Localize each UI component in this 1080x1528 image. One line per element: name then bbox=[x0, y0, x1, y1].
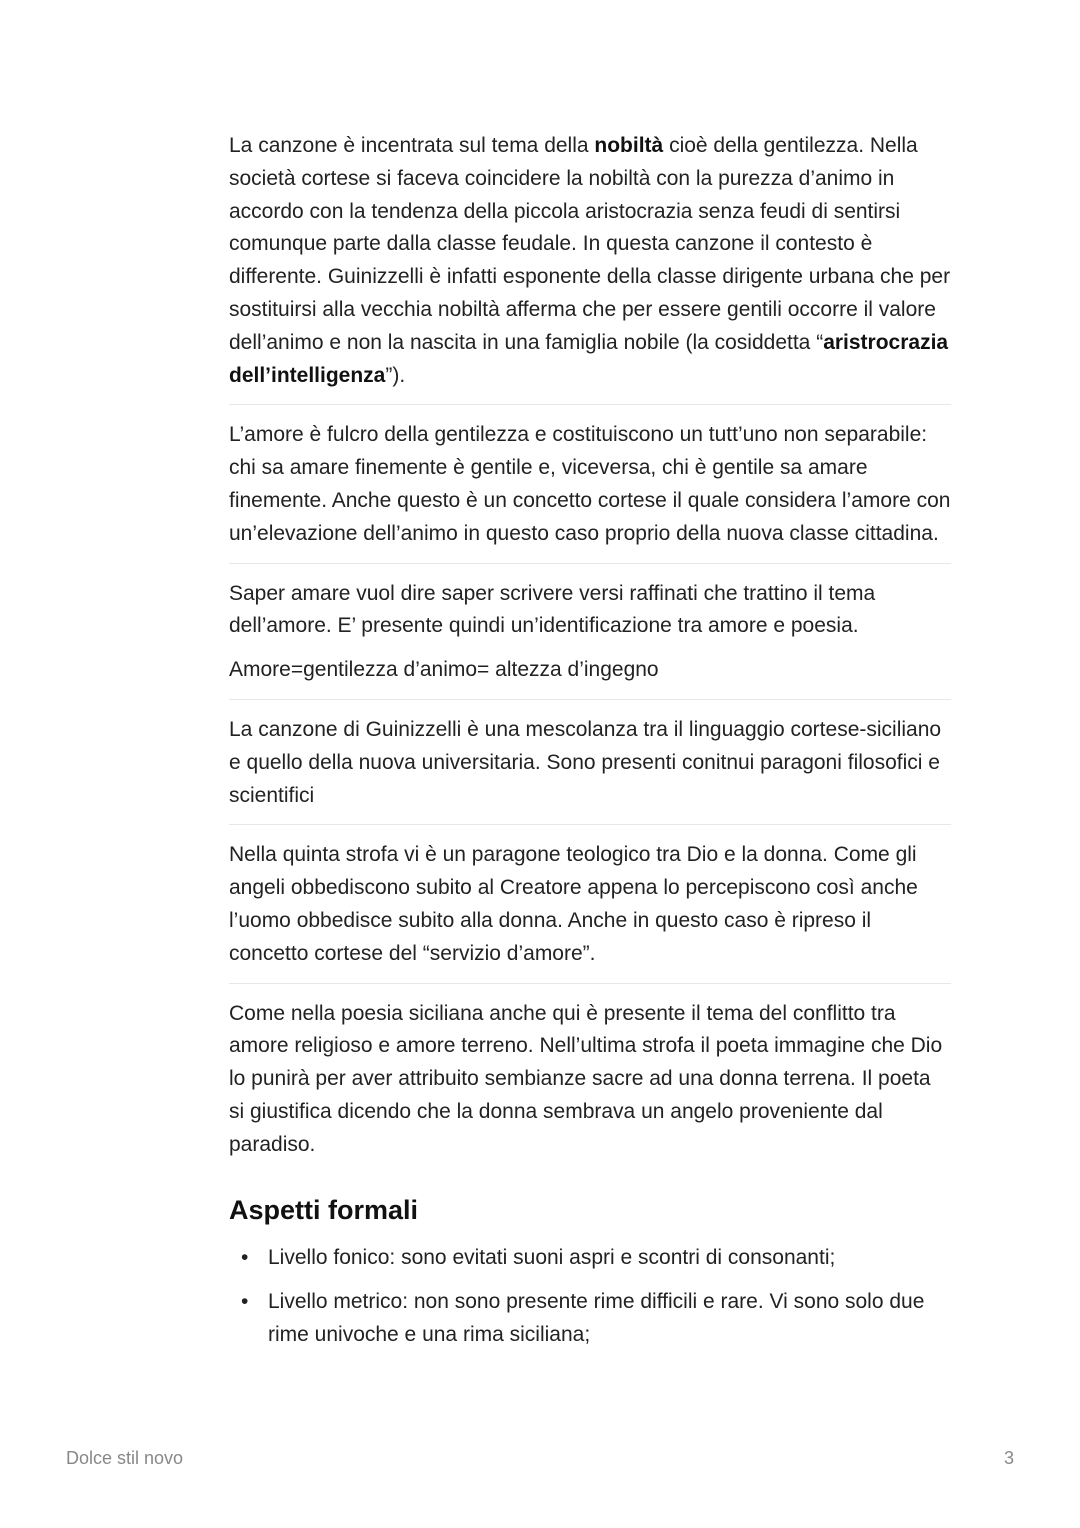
paragraph-poetry: Saper amare vuol dire saper scrivere versi raffinati che trattino il tema dell’amore. E’ presente quindi un’identificazione tra amore e poesia. bbox=[229, 581, 876, 638]
paragraph-block-conflict bbox=[229, 996, 951, 1174]
list-item bbox=[241, 1286, 951, 1352]
page-content bbox=[229, 128, 951, 1364]
list-item-text: Livello metrico: non sono presente rime difficili e rare. Vi sono solo due rime univoche e una rima siciliana; bbox=[268, 1290, 925, 1347]
bullet-icon: • bbox=[241, 1245, 249, 1269]
paragraph-love: L’amore è fulcro della gentilezza e costituiscono un tutt’uno non separabile: chi sa amare finemente è gentile e, viceversa, chi è gentile sa amare finemente. Anche questo è un concetto cortese il quale considera l’amore con un’elevazione dell’animo in questo caso proprio della nuova classe cittadina. bbox=[229, 423, 951, 545]
paragraph-block-poetry bbox=[229, 576, 951, 700]
paragraph-theology: Nella quinta strofa vi è un paragone teologico tra Dio e la donna. Come gli angeli obbediscono subito al Creatore appena lo percepiscono così anche l’uomo obbedisce subito alla donna. Anche in questo caso è ripreso il concetto cortese del “servizio d’amore”. bbox=[229, 843, 918, 965]
list-item-text: Livello fonico: sono evitati suoni aspri e scontri di consonanti; bbox=[268, 1245, 836, 1269]
page-number: 3 bbox=[1003, 1448, 1014, 1468]
bold-term-aristocrazia: aristrocrazia dell’intelligenza bbox=[229, 330, 949, 387]
paragraph-language: La canzone di Guinizzelli è una mescolanza tra il linguaggio cortese-siciliano e quello della nuova universitaria. Sono presenti conitnui paragoni filosofici e scientifici bbox=[229, 717, 942, 807]
paragraph-block-theology bbox=[229, 837, 951, 983]
section-heading: Aspetti formali bbox=[229, 1194, 419, 1225]
bullet-icon: • bbox=[241, 1290, 249, 1314]
text-segment: ”). bbox=[385, 363, 406, 387]
paragraph-block-nobility bbox=[229, 128, 951, 405]
text-segment: La canzone è incentrata sul tema della bbox=[229, 134, 595, 157]
paragraph-nobility bbox=[229, 130, 951, 392]
paragraph-equation: Amore=gentilezza d’animo= altezza d’ingegno bbox=[229, 658, 659, 682]
footer-title: Dolce stil novo bbox=[66, 1448, 184, 1468]
formal-aspects-list bbox=[229, 1242, 951, 1352]
text-segment: cioè della gentilezza. Nella società cortese si faceva coincidere la nobiltà con la purezza d’animo in accordo con la tendenza della piccola aristocrazia senza feudi di sentirsi comunque parte dalla classe feudale. In questa canzone il contesto è differente. Guinizzelli è infatti esponente della classe dirigente urbana che per sostituirsi alla vecchia nobiltà afferma che per essere gentili occorre il valore dell’animo e non la nascita in una famiglia nobile (la cosiddetta “ bbox=[229, 134, 951, 354]
bold-term-nobilta: nobiltà bbox=[594, 134, 664, 157]
paragraph-block-language bbox=[229, 712, 951, 825]
paragraph-conflict: Come nella poesia siciliana anche qui è presente il tema del conflitto tra amore religioso e amore terreno. Nell’ultima strofa il poeta immagine che Dio lo punirà per aver attribuito sembianze sacre ad una donna terrena. Il poeta si giustifica dicendo che la donna sembrava un angelo proveniente dal paradiso. bbox=[229, 1001, 943, 1156]
paragraph-block-love bbox=[229, 417, 951, 563]
list-item bbox=[241, 1242, 951, 1275]
